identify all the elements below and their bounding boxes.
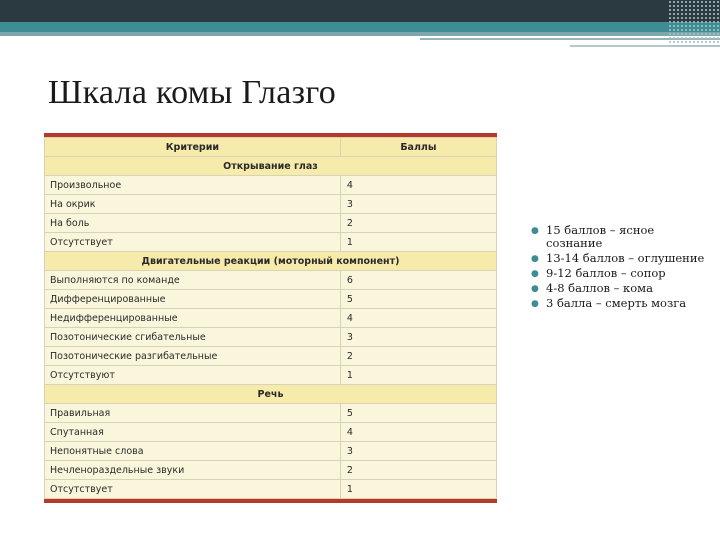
list-item-text: 3 балла – смерть мозга — [546, 296, 687, 310]
score-cell: 1 — [340, 480, 496, 499]
slide-title: Шкала комы Глазго — [48, 74, 337, 111]
header-band-teal — [0, 22, 720, 32]
criterion-cell: Дифференцированные — [45, 290, 341, 309]
table-row — [45, 442, 497, 461]
score-cell: 3 — [340, 328, 496, 347]
criterion-cell: Спутанная — [45, 423, 341, 442]
bullet-icon: ● — [531, 254, 539, 264]
table-row — [45, 347, 497, 366]
glasgow-table-frame — [44, 133, 497, 503]
criterion-cell: Непонятные слова — [45, 442, 341, 461]
list-item-text: 13-14 баллов – оглушение — [546, 251, 705, 265]
table-row — [45, 214, 497, 233]
score-cell: 4 — [340, 176, 496, 195]
table-header-row — [45, 138, 497, 157]
score-cell: 6 — [340, 271, 496, 290]
criterion-cell: На окрик — [45, 195, 341, 214]
criterion-cell: Недифференцированные — [45, 309, 341, 328]
score-cell: 1 — [340, 233, 496, 252]
glasgow-coma-table — [44, 137, 497, 499]
score-interpretation-list — [528, 224, 708, 312]
criterion-cell: Отсутствует — [45, 480, 341, 499]
criterion-cell: Нечленораздельные звуки — [45, 461, 341, 480]
list-item — [528, 252, 708, 265]
list-item — [528, 224, 708, 250]
criterion-cell: Отсутствуют — [45, 366, 341, 385]
list-item — [528, 282, 708, 295]
score-cell: 5 — [340, 290, 496, 309]
criterion-cell: На боль — [45, 214, 341, 233]
bullet-icon: ● — [531, 299, 539, 309]
list-item-text: 15 баллов – ясное сознание — [546, 223, 655, 250]
table-row — [45, 290, 497, 309]
table-row — [45, 176, 497, 195]
score-cell: 3 — [340, 195, 496, 214]
criterion-cell: Позотонические разгибательные — [45, 347, 341, 366]
header-dot-pattern — [668, 0, 720, 48]
section-title: Двигательные реакции (моторный компонент) — [45, 252, 497, 271]
table-row — [45, 195, 497, 214]
table-section-row — [45, 252, 497, 271]
table-row — [45, 423, 497, 442]
criterion-cell: Выполняются по команде — [45, 271, 341, 290]
table-row — [45, 233, 497, 252]
column-header-score: Баллы — [340, 138, 496, 157]
score-cell: 3 — [340, 442, 496, 461]
criterion-cell: Произвольное — [45, 176, 341, 195]
section-title: Речь — [45, 385, 497, 404]
bullet-icon: ● — [531, 269, 539, 279]
table-row — [45, 309, 497, 328]
bullet-icon: ● — [531, 284, 539, 294]
table-row — [45, 461, 497, 480]
table-row — [45, 404, 497, 423]
list-item — [528, 297, 708, 310]
table-row — [45, 328, 497, 347]
list-item-text: 4-8 баллов – кома — [546, 281, 653, 295]
score-cell: 2 — [340, 214, 496, 233]
bullet-icon: ● — [531, 226, 539, 236]
score-cell: 4 — [340, 309, 496, 328]
table-row — [45, 366, 497, 385]
table-section-row — [45, 157, 497, 176]
score-cell: 5 — [340, 404, 496, 423]
column-header-criteria: Критерии — [45, 138, 341, 157]
table-row — [45, 271, 497, 290]
score-cell: 2 — [340, 461, 496, 480]
list-item — [528, 267, 708, 280]
criterion-cell: Правильная — [45, 404, 341, 423]
section-title: Открывание глаз — [45, 157, 497, 176]
table-body — [45, 138, 497, 499]
header-band-dark — [0, 0, 720, 22]
criterion-cell: Отсутствует — [45, 233, 341, 252]
list-item-text: 9-12 баллов – сопор — [546, 266, 666, 280]
table-row — [45, 480, 497, 499]
score-cell: 2 — [340, 347, 496, 366]
criterion-cell: Позотонические сгибательные — [45, 328, 341, 347]
score-cell: 1 — [340, 366, 496, 385]
score-cell: 4 — [340, 423, 496, 442]
table-section-row — [45, 385, 497, 404]
